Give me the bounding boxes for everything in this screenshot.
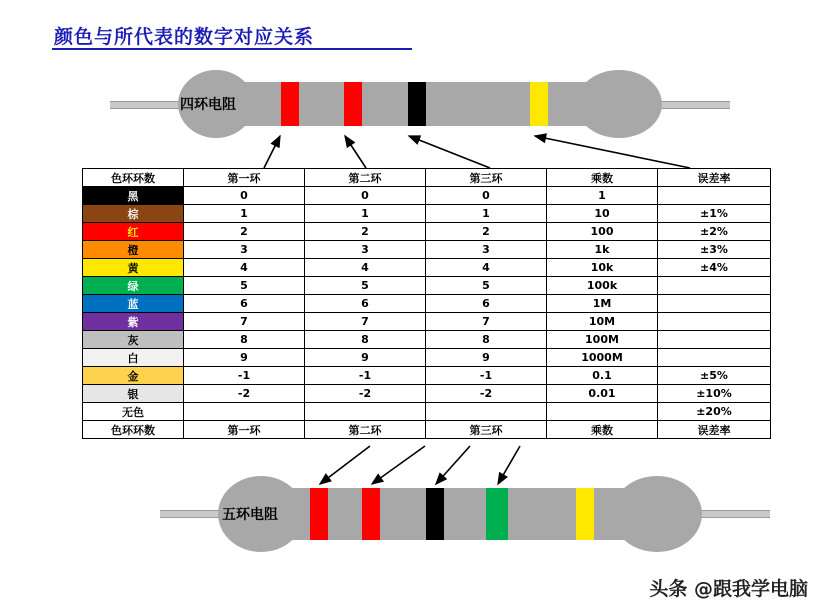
- four-band-resistor-label: 四环电阻: [180, 97, 236, 113]
- cell-band2: 2: [305, 223, 426, 241]
- cell-band3: -1: [426, 367, 547, 385]
- table-row: [83, 277, 771, 295]
- color-band-2: [362, 488, 380, 540]
- footer-cell-band2: 第二环: [305, 421, 426, 439]
- four-band-resistor: [110, 62, 730, 146]
- color-band-1: [281, 82, 299, 126]
- cell-band3: 3: [426, 241, 547, 259]
- table-row: [83, 349, 771, 367]
- cell-band1: 9: [184, 349, 305, 367]
- cell-tolerance: [658, 331, 771, 349]
- cell-tolerance: [658, 277, 771, 295]
- cell-band1: 5: [184, 277, 305, 295]
- five-band-resistor: [160, 462, 780, 564]
- cell-multiplier: [547, 403, 658, 421]
- cell-band3: 1: [426, 205, 547, 223]
- watermark: 头条 @跟我学电脑: [649, 578, 808, 600]
- cell-band3: [426, 403, 547, 421]
- cell-multiplier: 1000M: [547, 349, 658, 367]
- cell-band3: 8: [426, 331, 547, 349]
- cell-multiplier: 10k: [547, 259, 658, 277]
- table-row: [83, 205, 771, 223]
- color-band-2: [344, 82, 362, 126]
- cell-color-name: 无色: [83, 403, 184, 421]
- cell-color-name: 橙: [83, 241, 184, 259]
- cell-color-name: 紫: [83, 313, 184, 331]
- cell-color-name: 黄: [83, 259, 184, 277]
- table-row: [83, 259, 771, 277]
- cell-tolerance: [658, 187, 771, 205]
- table-row: [83, 385, 771, 403]
- cell-multiplier: 1k: [547, 241, 658, 259]
- cell-band1: 8: [184, 331, 305, 349]
- cell-band3: 4: [426, 259, 547, 277]
- header-cell-band1: 第一环: [184, 169, 305, 187]
- cell-tolerance: [658, 349, 771, 367]
- five-band-resistor-label: 五环电阻: [222, 507, 278, 523]
- cell-band1: 3: [184, 241, 305, 259]
- cell-color-name: 灰: [83, 331, 184, 349]
- cell-band2: 0: [305, 187, 426, 205]
- footer-cell-tolerance: 误差率: [658, 421, 771, 439]
- cell-color-name: 棕: [83, 205, 184, 223]
- table-row: [83, 295, 771, 313]
- cell-band1: 2: [184, 223, 305, 241]
- cell-band1: -2: [184, 385, 305, 403]
- cell-band3: 0: [426, 187, 547, 205]
- page-title: 颜色与所代表的数字对应关系: [54, 26, 315, 48]
- color-code-table-wrapper: [82, 168, 771, 439]
- cell-band1: 6: [184, 295, 305, 313]
- cell-color-name: 金: [83, 367, 184, 385]
- header-cell-color: 色环环数: [83, 169, 184, 187]
- cell-band2: 4: [305, 259, 426, 277]
- cell-tolerance: ±2%: [658, 223, 771, 241]
- table-row: [83, 223, 771, 241]
- cell-tolerance: [658, 295, 771, 313]
- color-band-multiplier: [486, 488, 508, 540]
- cell-band3: 6: [426, 295, 547, 313]
- cell-band2: 3: [305, 241, 426, 259]
- cell-color-name: 蓝: [83, 295, 184, 313]
- resistor-body: [256, 488, 668, 540]
- table-row: [83, 331, 771, 349]
- cell-tolerance: ±1%: [658, 205, 771, 223]
- table-header-row: [83, 169, 771, 187]
- cell-color-name: 黑: [83, 187, 184, 205]
- cell-multiplier: 0.1: [547, 367, 658, 385]
- cell-multiplier: 100k: [547, 277, 658, 295]
- cell-band2: [305, 403, 426, 421]
- table-body: [83, 187, 771, 421]
- cell-band2: 1: [305, 205, 426, 223]
- table-row: [83, 187, 771, 205]
- cell-multiplier: 0.01: [547, 385, 658, 403]
- cell-color-name: 白: [83, 349, 184, 367]
- footer-cell-band1: 第一环: [184, 421, 305, 439]
- cell-band3: -2: [426, 385, 547, 403]
- cell-multiplier: 1: [547, 187, 658, 205]
- cell-multiplier: 100M: [547, 331, 658, 349]
- cell-multiplier: 10: [547, 205, 658, 223]
- table-row: [83, 367, 771, 385]
- cell-tolerance: ±5%: [658, 367, 771, 385]
- header-cell-band3: 第三环: [426, 169, 547, 187]
- color-code-table: [82, 168, 771, 439]
- cell-band1: [184, 403, 305, 421]
- cell-band2: 5: [305, 277, 426, 295]
- cell-tolerance: [658, 313, 771, 331]
- cell-band2: 6: [305, 295, 426, 313]
- cell-tolerance: ±20%: [658, 403, 771, 421]
- cell-tolerance: ±10%: [658, 385, 771, 403]
- cell-band2: -1: [305, 367, 426, 385]
- cell-color-name: 红: [83, 223, 184, 241]
- cell-tolerance: ±4%: [658, 259, 771, 277]
- cell-band2: 9: [305, 349, 426, 367]
- cell-band1: -1: [184, 367, 305, 385]
- resistor-body: [210, 82, 630, 126]
- color-band-tolerance: [530, 82, 548, 126]
- header-cell-multiplier: 乘数: [547, 169, 658, 187]
- cell-band2: 8: [305, 331, 426, 349]
- table-footer-row: [83, 421, 771, 439]
- cell-multiplier: 100: [547, 223, 658, 241]
- header-cell-band2: 第二环: [305, 169, 426, 187]
- cell-color-name: 绿: [83, 277, 184, 295]
- cell-band1: 1: [184, 205, 305, 223]
- footer-cell-band3: 第三环: [426, 421, 547, 439]
- header-cell-tolerance: 误差率: [658, 169, 771, 187]
- cell-band2: -2: [305, 385, 426, 403]
- footer-cell-multiplier: 乘数: [547, 421, 658, 439]
- cell-band1: 0: [184, 187, 305, 205]
- cell-band3: 5: [426, 277, 547, 295]
- cell-band2: 7: [305, 313, 426, 331]
- cell-tolerance: ±3%: [658, 241, 771, 259]
- cell-multiplier: 10M: [547, 313, 658, 331]
- cell-color-name: 银: [83, 385, 184, 403]
- table-row: [83, 403, 771, 421]
- table-row: [83, 241, 771, 259]
- cell-band1: 7: [184, 313, 305, 331]
- color-band-tolerance: [576, 488, 594, 540]
- color-band-3: [408, 82, 426, 126]
- cell-band3: 2: [426, 223, 547, 241]
- color-band-1: [310, 488, 328, 540]
- footer-cell-color: 色环环数: [83, 421, 184, 439]
- cell-multiplier: 1M: [547, 295, 658, 313]
- table-row: [83, 313, 771, 331]
- color-band-3: [426, 488, 444, 540]
- cell-band3: 9: [426, 349, 547, 367]
- cell-band1: 4: [184, 259, 305, 277]
- cell-band3: 7: [426, 313, 547, 331]
- title-underline: [52, 48, 412, 50]
